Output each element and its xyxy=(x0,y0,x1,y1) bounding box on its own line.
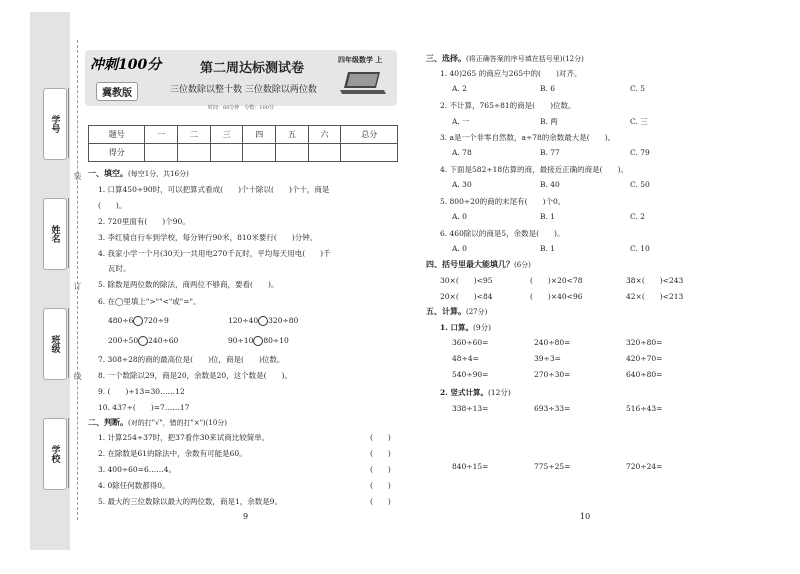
answer-paren[interactable]: ( ) xyxy=(370,433,391,442)
fill-item: 30×( )<95 xyxy=(440,276,493,285)
tab-class: 班级 xyxy=(43,308,67,380)
question: 1. 40)265 的商应与265中的( )对齐。 xyxy=(440,69,582,78)
table-header: 五 xyxy=(276,126,309,144)
fill-item: 42×( )<213 xyxy=(626,292,684,301)
section-title: 二、判断。(对的打"√"，错的打"×")(10分) xyxy=(88,417,228,427)
section-title: 五、计算。(27分) xyxy=(426,306,488,316)
margin-label: 订 xyxy=(73,282,82,290)
laptop-icon xyxy=(340,70,386,96)
question: 1. 计算254÷37时，把37看作30来试商比较简单。 xyxy=(98,433,270,442)
page-number: 9 xyxy=(243,512,249,521)
time-score-line: 时间：60分钟 分数：100分 xyxy=(208,105,274,111)
score-cell xyxy=(210,144,243,162)
table-header: 四 xyxy=(243,126,276,144)
oral-item: 640÷80= xyxy=(626,370,663,379)
score-cell xyxy=(178,144,211,162)
oral-item: 360÷60= xyxy=(452,338,489,347)
compare-item: 480÷6 720÷9 xyxy=(108,316,169,325)
table-header: 题号 xyxy=(89,126,145,144)
option: C. 79 xyxy=(630,148,650,157)
question: 8. 一个数除以29，商是20，余数是20，这个数是( )。 xyxy=(98,371,293,380)
question: 4. 我家小学一个月(30天)一共用电270千瓦时，平均每天用电( )千 xyxy=(98,249,331,258)
subsection-title: 2. 竖式计算。(12分) xyxy=(440,388,511,397)
score-table xyxy=(88,125,398,162)
option: A. 78 xyxy=(452,148,472,157)
question: 3. 400÷60=6……4。 xyxy=(98,465,177,474)
question: 9. ( )÷13=30……12 xyxy=(98,387,185,396)
brand-logo: 冲刺100分 xyxy=(90,57,162,73)
option: C. 5 xyxy=(630,84,646,93)
compare-item: 90÷10 80÷10 xyxy=(228,336,289,345)
question: 4. 0除任何数都得0。 xyxy=(98,481,170,490)
fill-item: ( )×40<96 xyxy=(530,292,583,301)
table-header: 六 xyxy=(308,126,341,144)
score-cell xyxy=(276,144,309,162)
fill-item: 38×( )<243 xyxy=(626,276,684,285)
tab-student-id: 学号 xyxy=(43,88,67,160)
score-cell xyxy=(341,144,398,162)
question: 1. 口算450÷90时，可以把算式看成( )个十除以( )个十，商是 xyxy=(98,185,330,194)
option: B. 6 xyxy=(540,84,556,93)
question: 3. a是一个非零自然数，a÷78的余数最大是( )。 xyxy=(440,133,616,142)
score-cell xyxy=(243,144,276,162)
answer-paren[interactable]: ( ) xyxy=(370,481,391,490)
edition-badge: 冀教版 xyxy=(96,82,138,101)
section-title: 一、填空。(每空1分，共16分) xyxy=(88,168,189,178)
section-title: 四、括号里最大能填几？(6分) xyxy=(426,259,531,269)
question: 10. 437÷( )=7……17 xyxy=(98,403,190,412)
option: A. 一 xyxy=(452,117,470,126)
grade-label: 四年级数学 上 xyxy=(338,55,383,64)
fill-line xyxy=(68,418,69,488)
option: C. 三 xyxy=(630,117,648,126)
option: A. 2 xyxy=(452,84,467,93)
question: 5. 最大的三位数除以最大的两位数，商是1，余数是9。 xyxy=(98,497,283,506)
question: ( )。 xyxy=(98,201,127,210)
oral-item: 420÷70= xyxy=(626,354,663,363)
subsection-title: 1. 口算。(9分) xyxy=(440,323,492,332)
question: 2. 720里面有( )个90。 xyxy=(98,217,190,226)
option: B. 40 xyxy=(540,180,560,189)
table-header: 总分 xyxy=(341,126,398,144)
score-cell xyxy=(308,144,341,162)
table-header: 三 xyxy=(210,126,243,144)
answer-paren[interactable]: ( ) xyxy=(370,465,391,474)
table-header: 二 xyxy=(178,126,211,144)
vertical-item: 720÷24= xyxy=(626,462,663,471)
answer-paren[interactable]: ( ) xyxy=(370,449,391,458)
option: A. 30 xyxy=(452,180,472,189)
question: 6. 460除以的商是5，余数是( )。 xyxy=(440,229,565,238)
oral-item: 270÷30= xyxy=(534,370,571,379)
option: A. 0 xyxy=(452,212,467,221)
vertical-item: 338÷13= xyxy=(452,404,489,413)
option: A. 0 xyxy=(452,244,467,253)
fill-line xyxy=(68,308,69,378)
oral-item: 540÷90= xyxy=(452,370,489,379)
question: 6. 在◯里填上">""<"或"="。 xyxy=(98,297,201,306)
page-number: 10 xyxy=(580,512,591,521)
binding-dashed-line xyxy=(77,40,78,520)
option: B. 1 xyxy=(540,212,556,221)
question: 5. 除数是两位数的除法，商两位不够商，要看( )。 xyxy=(98,280,279,289)
option: C. 2 xyxy=(630,212,646,221)
oral-item: 240÷80= xyxy=(534,338,571,347)
option: C. 50 xyxy=(630,180,650,189)
tab-name: 姓名 xyxy=(43,198,67,270)
tab-school: 学校 xyxy=(43,418,67,490)
margin-label: 线 xyxy=(73,372,82,380)
vertical-item: 693÷33= xyxy=(534,404,571,413)
question: 7. 308÷28的商的最高位是( )位，商是( )位数。 xyxy=(98,355,285,364)
answer-paren[interactable]: ( ) xyxy=(370,497,391,506)
option: B. 两 xyxy=(540,117,558,126)
oral-item: 39÷3= xyxy=(534,354,561,363)
page-subtitle: 三位数除以整十数 三位数除以两位数 xyxy=(170,85,317,95)
fill-item: ( )×20<78 xyxy=(530,276,583,285)
compare-item: 200÷50 240÷60 xyxy=(108,336,179,345)
vertical-item: 775÷25= xyxy=(534,462,571,471)
vertical-item: 840÷15= xyxy=(452,462,489,471)
vertical-item: 516÷43= xyxy=(626,404,663,413)
score-cell xyxy=(145,144,178,162)
question: 3. 李红骑自行车到学校，每分钟行90米，810米要行( )分钟。 xyxy=(98,233,318,242)
oral-item: 48÷4= xyxy=(452,354,479,363)
fill-line xyxy=(68,88,69,158)
option: B. 77 xyxy=(540,148,560,157)
question: 2. 不计算，765÷81的商是( )位数。 xyxy=(440,101,576,110)
option: B. 1 xyxy=(540,244,556,253)
page-title: 第二周达标测试卷 xyxy=(200,61,305,76)
fill-item: 20×( )<84 xyxy=(440,292,493,301)
table-row-label: 得分 xyxy=(89,144,145,162)
section-title: 三、选择。(将正确答案的序号填在括号里)(12分) xyxy=(426,53,584,63)
margin-label: 装 xyxy=(73,172,82,180)
oral-item: 320÷80= xyxy=(626,338,663,347)
question: 2. 在除数是61的除法中，余数有可能是60。 xyxy=(98,449,247,458)
question: 5. 800÷20的商的末尾有( )个0。 xyxy=(440,197,566,206)
question: 4. 下面是582÷18估算的商，最接近正确的商是( )。 xyxy=(440,165,629,174)
option: C. 10 xyxy=(630,244,650,253)
fill-line xyxy=(68,198,69,268)
table-header: 一 xyxy=(145,126,178,144)
question: 瓦时。 xyxy=(108,264,131,273)
compare-item: 120÷40 320÷80 xyxy=(228,316,299,325)
